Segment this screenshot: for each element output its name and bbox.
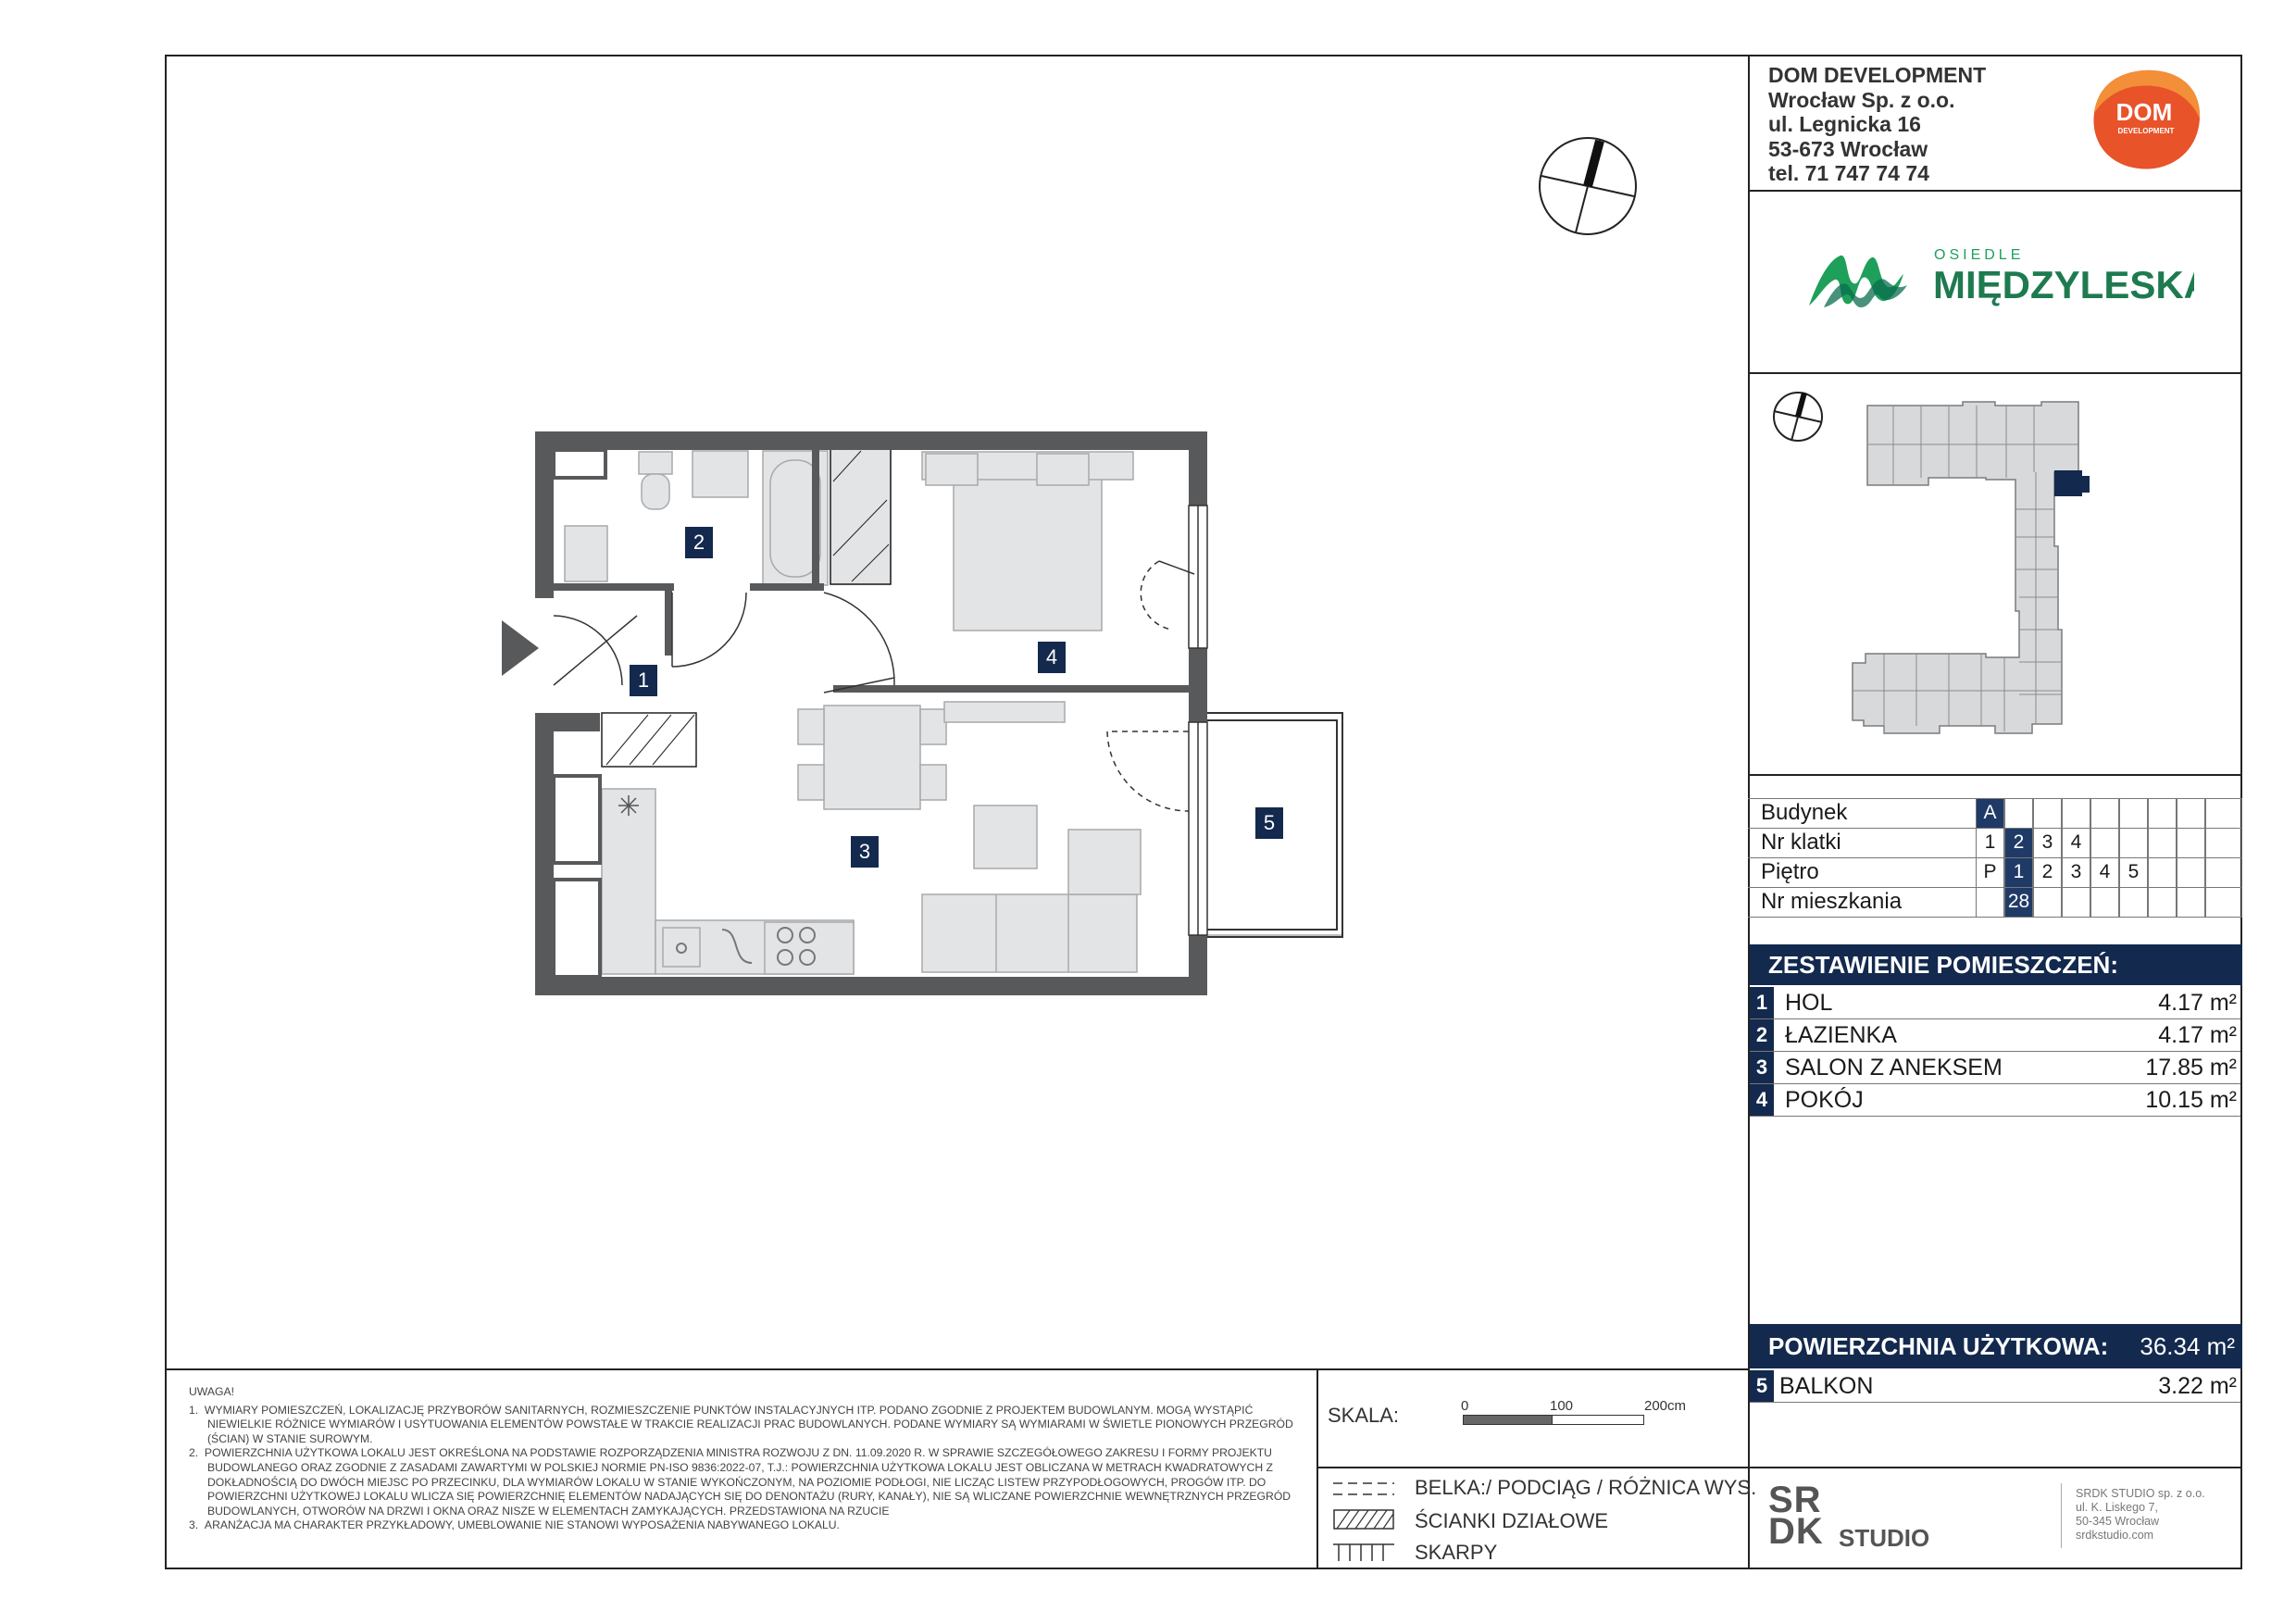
legend-partition-text: ŚCIANKI DZIAŁOWE	[1415, 1509, 1609, 1532]
empty-cell	[2090, 798, 2119, 829]
company-line2: Wrocław Sp. z o.o.	[1768, 87, 1955, 112]
note-item: 2. POWIERZCHNIA UŻYTKOWA LOKALU JEST OKREŚLONA NA PODSTAWIE ROZPORZĄDZENIA MINISTRA ROZWOJU Z DN. 11.09.2020 R. W SPRAWIE SZCZEGÓŁOWEGO ZAKRESU I FORMY PROJEKTU BUDOWLANEGO ORAZ ZGODNIE Z ZASADAMI ZAWARTYMI W POLSKIEJ NORMIE PN-ISO 9836:2022-07, T.J.: POWIERZCHNIA UŻYTKOWA LOKALU JEST OBLICZANA W METRACH KWADRATOWYCH Z DOKŁADNOŚCIĄ DO DWÓCH MIEJSC PO PRZECINKU, DLA WYMIARÓW LOKALU W STANIE WYKOŃCZONYM, NA POZIOMIE PODŁOGI, NIE LICZĄC LISTEW PRZYPODŁOGOWYCH, PROGÓW ITP. DO POWIERZCHNI UŻYTKOWEJ LOKALU WLICZA SIĘ POWIERZCHNIĘ ELEMENTÓW NADAJĄCYCH SIĘ DO DENONTAŻU (RURY, KANAŁY), NIE SĄ WLICZANE POWIERZCHNIE WEWNĘTRZNYCH PRZEGRÓD BUDOWLANYCH, OTWORÓW NA DRZWI I OKNA ORAZ NISZE W ELEMENTACH ZAMYKAJĄCYCH. PRZEDSTAWIONA NA RZUCIE	[189, 1446, 1292, 1518]
empty-cell	[2033, 798, 2062, 829]
empty-cell	[2033, 887, 2062, 918]
empty-cell	[2119, 887, 2148, 918]
usable-area-value: 36.34 m²	[2140, 1332, 2235, 1360]
entry-arrow-icon	[502, 620, 539, 676]
srdk-studio-logo: SR DK STUDIO	[1768, 1480, 1930, 1552]
company-divider	[1748, 190, 2242, 192]
company-city: 53-673 Wrocław	[1768, 136, 1928, 161]
empty-cell	[2205, 798, 2242, 829]
building-cell-a: A	[1976, 798, 2004, 829]
legend-partition-hatch-icon	[1333, 1509, 1394, 1530]
room-row-2: 2 ŁAZIENKA 4.17 m²	[1750, 1019, 2240, 1052]
dom-development-logo	[2087, 65, 2205, 176]
empty-cell	[2177, 857, 2205, 888]
scale-label: SKALA:	[1328, 1404, 1400, 1427]
empty-cell	[2148, 857, 2177, 888]
empty-cell	[2119, 828, 2148, 858]
svg-text:OSIEDLE: OSIEDLE	[1934, 247, 2025, 263]
empty-cell	[2148, 798, 2177, 829]
room-row-3: 3 SALON Z ANEKSEM 17.85 m²	[1750, 1052, 2240, 1084]
studio-divider	[1748, 1467, 2242, 1468]
empty-cell	[2148, 828, 2177, 858]
footer-divider	[165, 1368, 1750, 1370]
floor-cell-4: 4	[2090, 857, 2119, 888]
room-label-5: 5	[1255, 807, 1283, 839]
keyplan-divider	[1748, 774, 2242, 776]
studio-address-divider	[2061, 1483, 2062, 1548]
scale-bar: 0 100 200cm	[1461, 1398, 1646, 1426]
empty-cell	[2205, 828, 2242, 858]
footer-scale-divider	[1316, 1368, 1318, 1569]
stair-cell-4: 4	[2062, 828, 2090, 858]
empty-cell	[2090, 828, 2119, 858]
empty-cell	[2148, 887, 2177, 918]
legend-reveal-text: SKARPY	[1415, 1541, 1498, 1564]
room-label-3: 3	[851, 836, 879, 868]
floor-cell-5: 5	[2119, 857, 2148, 888]
empty-cell	[2062, 887, 2090, 918]
label-budynek: Budynek	[1761, 800, 1848, 825]
legend-beam-dashed-icon	[1333, 1478, 1394, 1500]
room-label-1: 1	[630, 665, 657, 696]
room-label-4: 4	[1038, 642, 1066, 673]
notes-title: UWAGA!	[189, 1385, 234, 1398]
studio-address: SRDK STUDIO sp. z o.o. ul. K. Liskego 7, 50-345 Wrocław srdkstudio.com	[2076, 1487, 2205, 1542]
balcony-row: 5 BALKON 3.22 m²	[1750, 1370, 2240, 1403]
company-street: ul. Legnicka 16	[1768, 112, 1921, 136]
keyplan-compass-icon	[1774, 393, 1822, 441]
empty-cell	[2177, 887, 2205, 918]
note-item: 1. WYMIARY POMIESZCZEŃ, LOKALIZACJĘ PRZYBORÓW SANITARNYCH, ROZMIESZCZENIE PUNKTÓW INSTALACYJNYCH ITP. PODANO ZGODNIE Z PROJEKTEM BUDOWLANYM. MOGĄ WYSTĄPIĆ NIEWIELKIE RÓŻNICE WYMIARÓW I USYTUOWANIA ELEMENTÓW POWSTAŁE W TRAKCIE REALIZACJI PRAC BUDOWLANYCH. PODANE WYMIARY SĄ WYMIARAMI W ŚWIETLE PIONOWYCH PRZEGRÓD (ŚCIAN) W STANIE SUROWYM.	[189, 1403, 1293, 1445]
room-label-2: 2	[685, 527, 713, 558]
label-nr-mieszkania: Nr mieszkania	[1761, 889, 1903, 914]
svg-text:DEVELOPMENT: DEVELOPMENT	[2117, 127, 2175, 135]
floor-cell-1: 1	[2004, 857, 2033, 888]
floor-cell-3: 3	[2062, 857, 2090, 888]
empty-cell	[2177, 798, 2205, 829]
note-item: 3. ARANŻACJA MA CHARAKTER PRZYKŁADOWY, UMEBLOWANIE NIE STANOWI WYPOSAŻENIA NABYWANEGO LOKALU.	[189, 1518, 840, 1532]
stair-cell-2: 2	[2004, 828, 2033, 858]
label-nr-klatki: Nr klatki	[1761, 830, 1841, 855]
empty-cell	[2205, 857, 2242, 888]
empty-cell	[2119, 798, 2148, 829]
floor-cell-p: P	[1976, 857, 2004, 888]
usable-area-bar	[1750, 1324, 2242, 1368]
empty-cell	[2205, 887, 2242, 918]
north-arrow-icon	[1537, 135, 1639, 237]
apartment-cell: 28	[2004, 887, 2033, 918]
notes-block	[189, 1385, 1300, 1533]
empty-cell	[2004, 798, 2033, 829]
project-logo	[1805, 243, 2194, 317]
usable-area-label: POWIERZCHNIA UŻYTKOWA:	[1768, 1332, 2109, 1360]
project-divider	[1748, 372, 2242, 374]
floor-plan	[500, 421, 1370, 1014]
legend-divider	[1316, 1467, 1750, 1468]
label-pietro: Piętro	[1761, 859, 1819, 884]
stair-cell-1: 1	[1976, 828, 2004, 858]
legend-reveal-icon	[1333, 1541, 1394, 1563]
legend-beam-text: BELKA:/ PODCIĄG / RÓŻNICA WYS.	[1415, 1476, 1757, 1499]
company-name: DOM DEVELOPMENT	[1768, 63, 1987, 87]
empty-cell	[1976, 887, 2004, 918]
svg-text:MIĘDZYLESKA: MIĘDZYLESKA	[1933, 263, 2194, 306]
company-address	[1768, 63, 1986, 186]
floor-cell-2: 2	[2033, 857, 2062, 888]
rooms-heading: ZESTAWIENIE POMIESZCZEŃ:	[1750, 944, 2242, 985]
empty-cell	[2062, 798, 2090, 829]
room-row-1: 1 HOL 4.17 m²	[1750, 987, 2240, 1019]
empty-cell	[2090, 887, 2119, 918]
stair-cell-3: 3	[2033, 828, 2062, 858]
room-row-4: 4 POKÓJ 10.15 m²	[1750, 1084, 2240, 1117]
svg-text:DOM: DOM	[2115, 98, 2173, 126]
empty-cell	[2177, 828, 2205, 858]
company-phone: tel. 71 747 74 74	[1768, 161, 1929, 185]
building-key-plan	[1764, 389, 2125, 759]
